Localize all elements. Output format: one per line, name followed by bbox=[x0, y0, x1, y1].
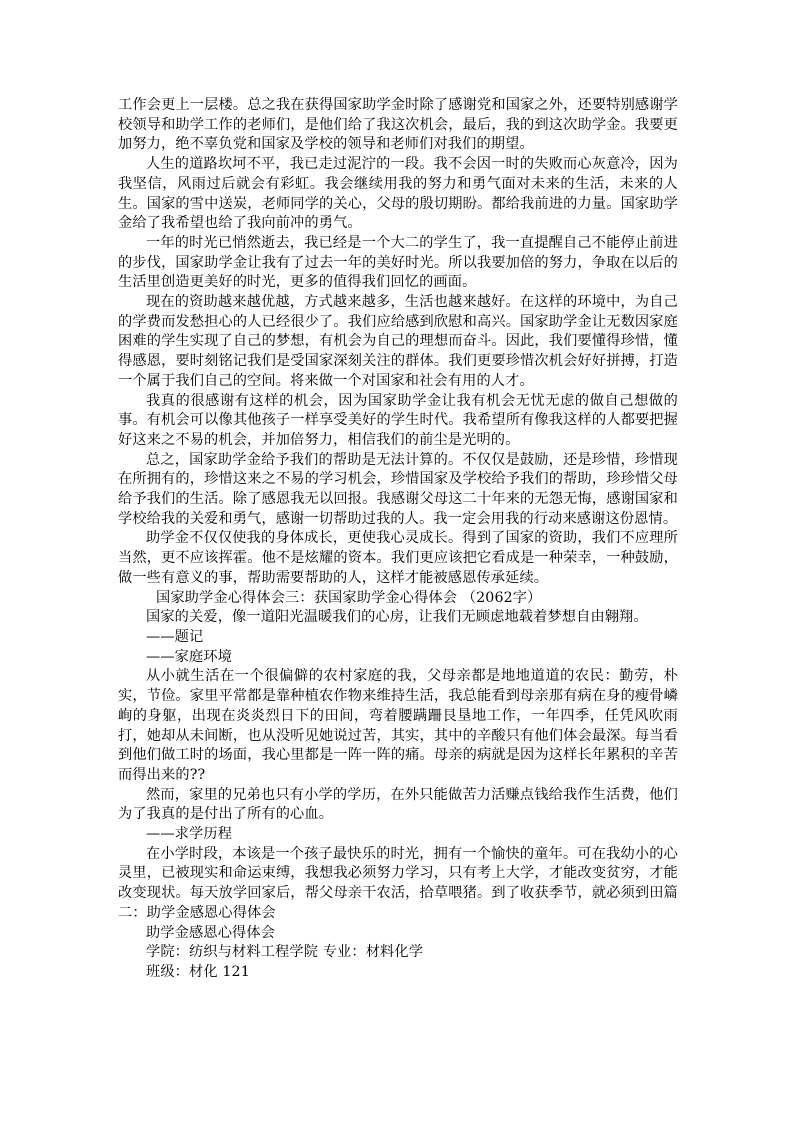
subheading: ——家庭环境 bbox=[146, 648, 233, 665]
info-line: 学院：纺织与材料工程学院 专业：材料化学 bbox=[146, 944, 424, 961]
paragraph: 现在的资助越来越优越，方式越来越多，生活也越来越好。在这样的环境中，为自己的学费而发愁担心的人已经很少了。我们应给感到欣慰和高兴。国家助学金让无数因家庭困难的学生实现了自己的梦想，有机会为自己的理想而奋斗。因此，我们要懂得珍惜，懂得感恩，要时刻铭记我们是受国家深刻关注的群体。我们更要珍惜次机会好好拼搏，打造一个属于我们自己的空间。将来做一个对国家和社会有用的人才。 bbox=[118, 294, 678, 389]
paragraph: 从小就生活在一个很偏僻的农村家庭的我，父母亲都是地地道道的农民：勤劳，朴实，节俭。家里平常都是靠种植农作物来维持生活，我总能看到母亲那有病在身的瘦骨嶙峋的身躯，出现在炎炎烈日下的田间，弯着腰蹒跚艮垦地工作，一年四季，任凭风吹雨打，她却从未间断，也从没听见她说过苦，其实，其中的辛酸只有他们体会最深。每当看到他们做工时的场面，我心里都是一阵一阵的痛。母亲的病就是因为这样长年累积的辛苦而得出来的?? bbox=[118, 668, 678, 783]
paragraph: 人生的道路坎坷不平，我已走过泥泞的一段。我不会因一时的失败而心灰意冷，因为我坚信，风雨过后就会有彩虹。我会继续用我的努力和勇气面对未来的生活，未来的人生。国家的雪中送炭，老师同学的关心，父母的殷切期盼。都给我前进的力量。国家助学金给了我希望也给了我向前冲的勇气。 bbox=[118, 156, 678, 232]
epigraph-label: ——题记 bbox=[146, 628, 204, 645]
info-line: 班级：材化 121 bbox=[146, 963, 250, 980]
paragraph: 一年的时光已悄然逝去，我已经是一个大二的学生了，我一直提醒自己不能停止前进的步伐，国家助学金让我有了过去一年的美好时光。所以我要加倍的努力，争取在以后的生活里创造更美好的时光，更多的值得我们回忆的画面。 bbox=[118, 234, 678, 291]
section-title: 助学金感恩心得体会 bbox=[146, 924, 276, 941]
paragraph: 助学金不仅仅使我的身体成长，更使我心灵成长。得到了国家的资助，我们不应理所当然，更不应该挥霍。他不是炫耀的资本。我们更应该把它看成是一种荣幸，一种鼓励，做一些有意义的事，帮助需要帮助的人，这样才能被感恩传承延续。 bbox=[118, 530, 678, 586]
paragraph-continuation: 工作会更上一层楼。总之我在获得国家助学金时除了感谢党和国家之外，还要特别感谢学校领导和助学工作的老师们，是他们给了我这次机会，最后，我的到这次助学金。我要更加努力，绝不辜负党和国家及学校的领导和老师们对我们的期望。 bbox=[118, 97, 678, 153]
paragraph: 我真的很感谢有这样的机会，因为国家助学金让我有机会无忧无虑的做自己想做的事。有机会可以像其他孩子一样享受美好的学生时代。我希望所有像我这样的人都要把握好这来之不易的机会，并加倍努力，相信我们的前尘是光明的。 bbox=[118, 392, 678, 448]
paragraph: 总之，国家助学金给予我们的帮助是无法计算的。不仅仅是鼓励，还是珍惜，珍惜现在所拥有的，珍惜这来之不易的学习机会，珍惜国家及学校给予我们的帮助，珍珍惜父母给予我们的生活。除了感恩我无以回报。我感谢父母这二十年来的无怨无悔，感谢国家和学校给我的关爱和勇气，感谢一切帮助过我的人。我一定会用我的行动来感谢这份恩情。 bbox=[118, 451, 678, 527]
subheading: ——求学历程 bbox=[146, 826, 233, 843]
section-title: 国家助学金心得体会三：获国家助学金心得体会 （2062字） bbox=[156, 589, 542, 606]
paragraph: 然而，家里的兄弟也只有小学的学历，在外只能做苦力活赚点钱给我作生活费，他们为了我真的是付出了所有的心血。 bbox=[118, 786, 678, 823]
paragraph: 在小学时段，本该是一个孩子最快乐的时光，拥有一个愉快的童年。可在我幼小的心灵里，已被现实和命运束缚，我想我必须努力学习，只有考上大学，才能改变贫穷，才能改变现状。每天放学回家后，帮父母亲干农活，拾草喂猪。到了收获季节，就必须到田篇二：助学金感恩心得体会 bbox=[118, 845, 678, 921]
document-body bbox=[118, 96, 678, 983]
paragraph: 国家的关爱，像一道阳光温暖我们的心房，让我们无顾虑地载着梦想自由翱翔。 bbox=[146, 609, 648, 626]
